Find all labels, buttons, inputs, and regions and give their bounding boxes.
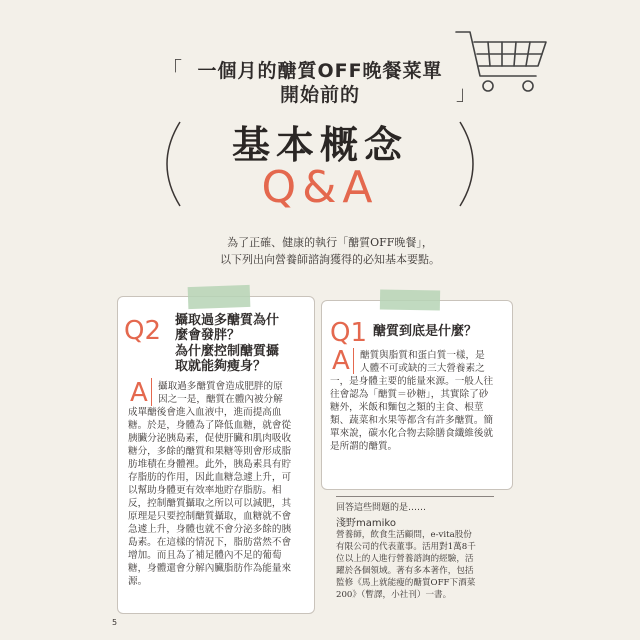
q1-answer-line: 一，是身體主要的能量來源。一般人往 — [330, 376, 494, 387]
q1-answer-mark: A — [332, 346, 350, 376]
q2-answer-line: 攝取過多醣質會造成肥胖的原 — [158, 381, 283, 392]
q2-answer-line: 以幫助身體更有效率地貯存脂肪。相 — [128, 485, 282, 496]
page-number: 5 — [112, 618, 118, 627]
q1-answer-line: 往會認為「醣質＝砂糖」，其實除了砂 — [330, 389, 489, 400]
intro-line-1: 為了正確、健康的執行「醣質OFF晚餐」， — [227, 236, 433, 249]
answerer-bio-line: 監修《馬上就能瘦的醣質OFF下酒菜 — [336, 578, 476, 588]
answerer-label: 回答這些問題的是…… — [336, 503, 427, 513]
q2-question-line: 麼會發胖？ — [175, 328, 241, 343]
header-line-1: 一個月的醣質OFF晚餐菜單 — [197, 60, 443, 82]
q2-answer-line: 糖分，多餘的醣質和果糖等則會形成脂 — [128, 446, 292, 457]
q2-answer-line: 成單醣後會進入血液中，進而提高血 — [128, 407, 282, 418]
answerer-bio-line: 位以上的人進行營養諮詢的經驗，活 — [336, 554, 474, 564]
intro-line-2: 以下列出向營養師諮詢獲得的必知基本要點。 — [220, 253, 440, 266]
q2-answer-line: 存脂肪的作用，因此血糖急遽上升，可 — [128, 472, 292, 483]
header-line-2: 開始前的 — [279, 84, 360, 106]
answer-divider — [353, 348, 354, 374]
q1-answer-line: 醣質與脂質和蛋白質一樣，是 — [360, 350, 485, 361]
q1-answer-line: 類、蔬菜和水果等都含有許多醣質。簡 — [330, 415, 494, 426]
answerer-bio-line: 躍於各個領域。著有多本著作，包括 — [336, 566, 474, 576]
q2-answer-line: 糖。於是，身體為了降低血糖，就會從 — [128, 420, 292, 431]
q2-answer-line: 增加。而且為了補足體內不足的葡萄 — [128, 550, 282, 561]
q2-answer-line: 糖，身體還會分解內臟脂肪作為能量來 — [128, 563, 292, 574]
answer-divider — [151, 378, 152, 406]
q2-question-line: 取就能夠瘦身？ — [175, 359, 267, 374]
q1-answer-line: 人體不可或缺的三大營養素之 — [360, 363, 485, 374]
q2-answer-line: 原理是只要控制醣質攝取，血糖就不會 — [128, 511, 292, 522]
q2-number: Q2 — [124, 316, 162, 346]
q1-question: 醣質到底是什麼？ — [373, 324, 478, 339]
q2-question-line: 攝取過多醣質為什 — [175, 313, 280, 328]
washi-tape — [188, 285, 251, 309]
q1-answer-line: 單來說，碳水化合物去除膳食纖維後就 — [330, 428, 494, 439]
q1-number: Q1 — [330, 318, 368, 348]
q2-answer-line: 因之一是，醣質在體內被分解 — [158, 394, 283, 405]
q1-answer-line: 是所謂的醣質。 — [330, 441, 398, 452]
info-divider — [336, 496, 494, 497]
header-bracket-open: 「 — [162, 57, 182, 81]
q2-question-line: 為什麼控制醣質攝 — [175, 344, 280, 359]
washi-tape — [380, 289, 440, 310]
q2-answer-mark: A — [130, 378, 148, 408]
q1-answer-line: 糖外，米飯和麵包之類的主食、根莖 — [330, 402, 484, 413]
answerer-bio-line: 有限公司的代表董事。活用對1萬8千 — [336, 542, 476, 552]
q2-answer-line: 島素。在這樣的情況下，脂肪當然不會 — [128, 537, 292, 548]
q2-answer-line: 胰臟分泌胰島素，促使肝臟和肌肉吸收 — [128, 433, 292, 444]
q2-answer-line: 源。 — [128, 576, 148, 587]
q2-answer-line: 急遽上升，身體也就不會分泌多餘的胰 — [128, 524, 292, 535]
q2-answer-line: 反，控制醣質攝取之所以可以減肥，其 — [128, 498, 292, 509]
answerer-name: 淺野mamiko — [336, 518, 396, 529]
answerer-bio-line: 200》（暫譯，小社刊）一書。 — [336, 590, 452, 600]
q2-answer-line: 肪堆積在身體裡。此外，胰島素具有貯 — [128, 459, 292, 470]
header-bracket-close: 」 — [456, 81, 476, 105]
main-title: 基本概念 — [231, 123, 408, 167]
qa-title: Q&A — [261, 162, 379, 213]
answerer-bio-line: 營養師，飲食生活顧問，e-vita股份 — [336, 530, 472, 540]
